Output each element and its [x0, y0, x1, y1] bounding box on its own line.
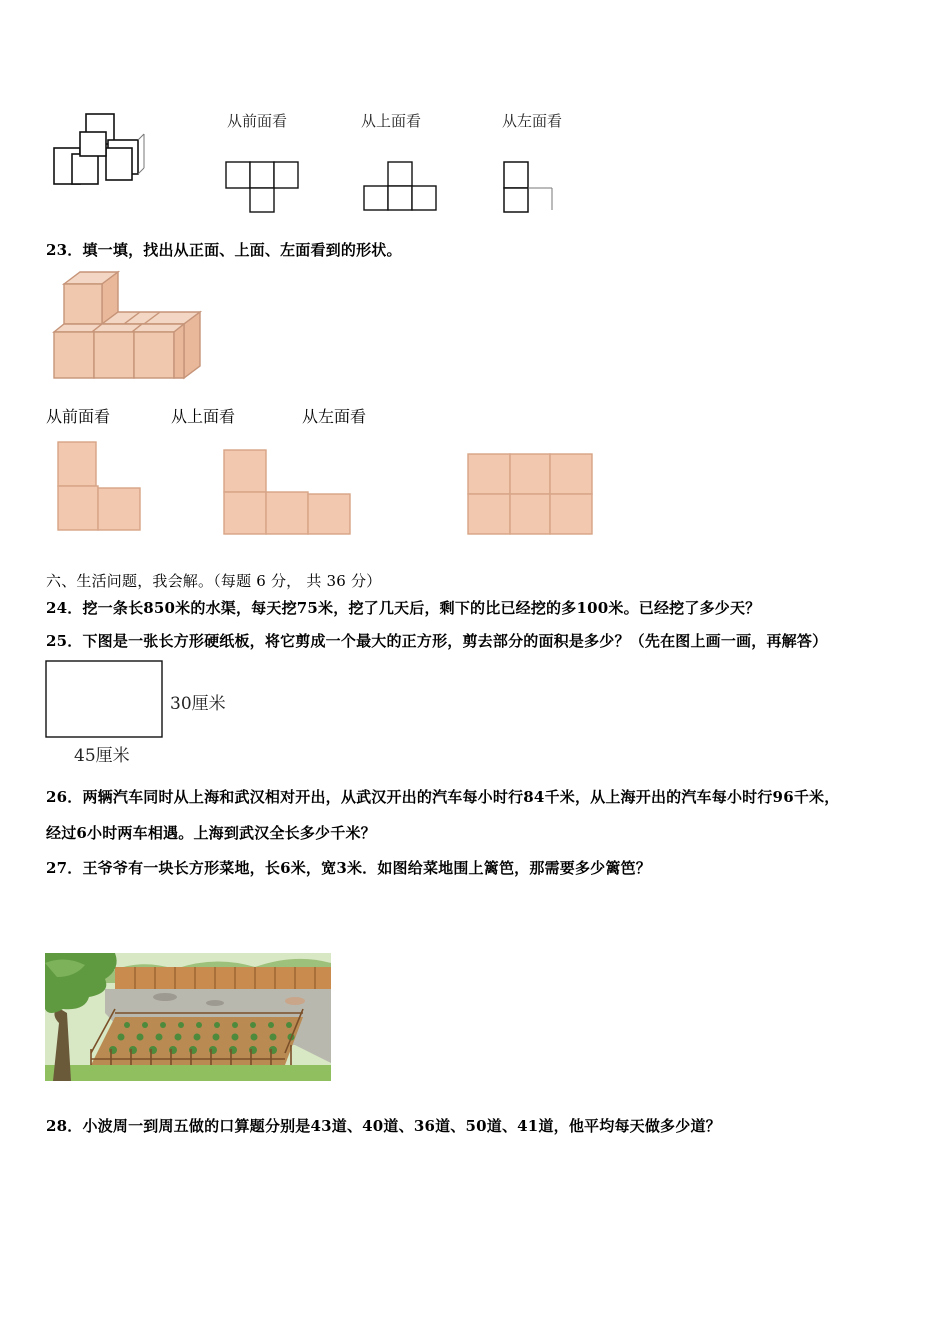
q27-garden-illustration [45, 953, 331, 1081]
q22-front-view-figure [226, 160, 302, 214]
q24-text: 24．挖一条长850米的水渠，每天挖75米，挖了几天后，剩下的比已经挖的多100米。已经挖了多少天？ [46, 599, 761, 617]
section6-heading: 六、生活问题，我会解。（每题 6 分， 共 36 分） [46, 572, 382, 590]
q23-top-view-label: 从上面看 [171, 407, 236, 426]
q23-top-view-figure [222, 448, 354, 538]
q23-left-view-figure [466, 452, 596, 536]
q23-front-view-label: 从前面看 [46, 407, 111, 426]
q23-cube-stack [50, 270, 206, 382]
q22-cube-stack [50, 112, 150, 188]
q22-top-view-figure [364, 160, 440, 214]
q22-top-view-label: 从上面看 [361, 112, 422, 130]
q23-left-view-label: 从左面看 [302, 407, 367, 426]
q28-text: 28．小波周一到周五做的口算题分别是43道、40道、36道、50道、41道，他平均每天做多少道？ [46, 1117, 721, 1135]
q22-left-view-figure [504, 160, 556, 214]
q25-text: 25．下图是一张长方形硬纸板，将它剪成一个最大的正方形，剪去部分的面积是多少？（先在图上画一画，再解答） [46, 632, 828, 650]
q22-front-view-label: 从前面看 [227, 112, 288, 130]
q25-height-label: 30厘米 [170, 694, 226, 714]
q23-front-view-figure [56, 440, 144, 534]
q22-left-view-label: 从左面看 [502, 112, 563, 130]
q27-text: 27．王爷爷有一块长方形菜地，长6米，宽3米．如图给菜地围上篱笆，那需要多少篱笆？ [46, 859, 651, 877]
q26-text-line2: 经过6小时两车相遇。上海到武汉全长多少千米？ [46, 824, 376, 842]
q25-width-label: 45厘米 [74, 746, 130, 766]
q23-text: 23．填一填，找出从正面、上面、左面看到的形状。 [46, 241, 402, 259]
q25-rectangle [45, 660, 165, 740]
q26-text-line1: 26．两辆汽车同时从上海和武汉相对开出，从武汉开出的汽车每小时行84千米，从上海开出的汽车每小时行96千米， [46, 788, 840, 806]
